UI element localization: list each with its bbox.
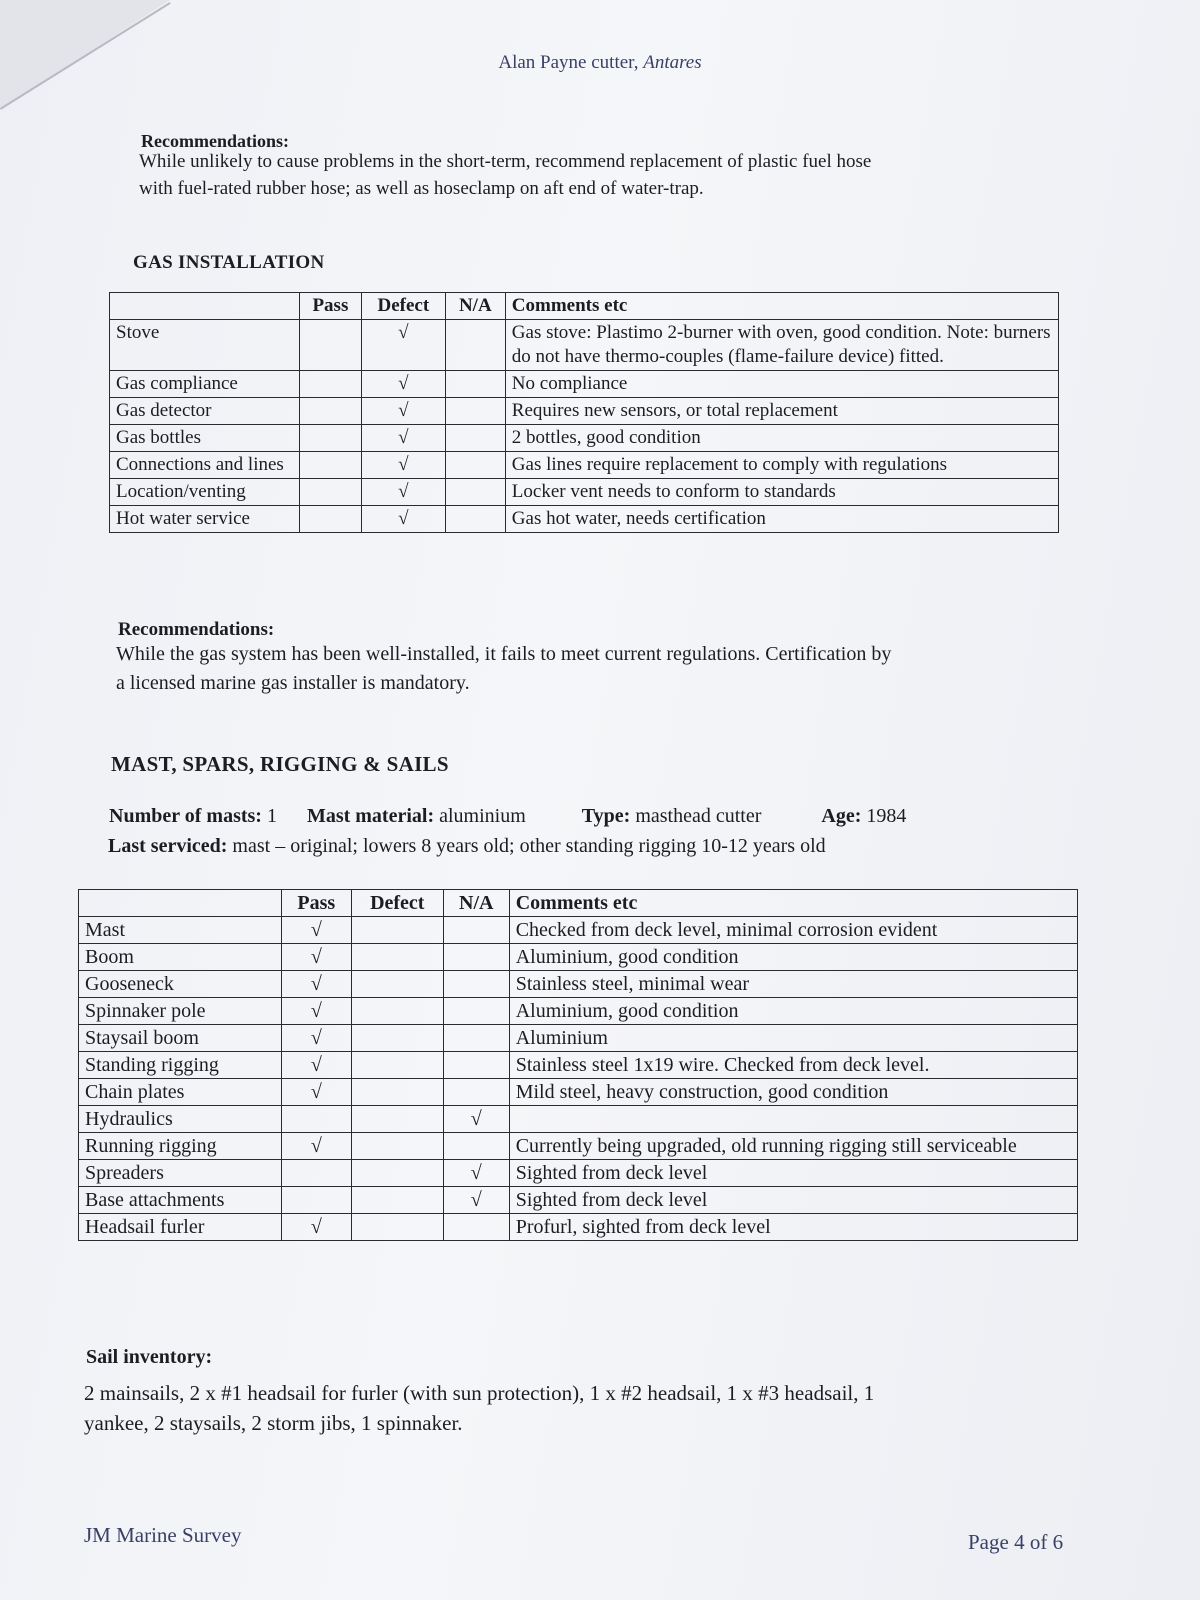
gas-col-item — [110, 293, 300, 320]
row-comment: Aluminium — [509, 1025, 1077, 1052]
table-row — [79, 917, 1078, 944]
row-comment: No compliance — [505, 371, 1058, 398]
row-item: Mast — [79, 917, 282, 944]
row-defect-mark: √ — [361, 425, 445, 452]
row-pass-mark: √ — [281, 944, 351, 971]
recommendations-title-2: Recommendations: — [118, 619, 275, 640]
row-na-mark — [443, 1133, 509, 1160]
mast-material-value: aluminium — [439, 805, 526, 827]
row-pass-mark — [281, 1106, 351, 1133]
mast-col-defect: Defect — [351, 890, 443, 917]
row-na-mark — [445, 479, 505, 506]
gas-table — [109, 292, 1059, 533]
row-pass-mark — [299, 452, 361, 479]
row-pass-mark — [299, 398, 361, 425]
header-text: Alan Payne cutter, — [498, 52, 639, 73]
row-item: Gas bottles — [110, 425, 300, 452]
row-item: Base attachments — [79, 1187, 282, 1214]
recommendations-1-line-1: While unlikely to cause problems in the short-term, recommend replacement of plastic fuel hose — [139, 151, 872, 172]
gas-col-pass: Pass — [299, 293, 361, 320]
row-item: Connections and lines — [110, 452, 300, 479]
recommendations-text-1 — [139, 148, 871, 202]
sail-inventory-line-2: yankee, 2 staysails, 2 storm jibs, 1 spinnaker. — [84, 1411, 463, 1435]
table-row — [110, 479, 1059, 506]
row-na-mark — [443, 971, 509, 998]
mast-col-na: N/A — [443, 890, 509, 917]
row-item: Spreaders — [79, 1160, 282, 1187]
mast-age-value: 1984 — [866, 805, 907, 827]
mast-age-label: Age: — [821, 805, 862, 827]
row-defect-mark — [351, 1133, 443, 1160]
mast-type-value: masthead cutter — [635, 805, 762, 827]
row-na-mark — [445, 425, 505, 452]
row-comment: Checked from deck level, minimal corrosion evident — [509, 917, 1077, 944]
row-comment — [509, 1106, 1077, 1133]
row-defect-mark — [351, 998, 443, 1025]
row-defect-mark: √ — [361, 398, 445, 425]
row-na-mark — [443, 1079, 509, 1106]
table-row — [110, 371, 1059, 398]
row-comment: Sighted from deck level — [509, 1187, 1077, 1214]
row-defect-mark — [351, 1214, 443, 1241]
row-pass-mark — [299, 479, 361, 506]
mast-type-label: Type: — [581, 805, 631, 827]
row-item: Staysail boom — [79, 1025, 282, 1052]
row-item: Chain plates — [79, 1079, 282, 1106]
gas-col-na: N/A — [445, 293, 505, 320]
row-na-mark: √ — [443, 1106, 509, 1133]
row-item: Gooseneck — [79, 971, 282, 998]
row-item: Stove — [110, 320, 300, 371]
mast-col-comments: Comments etc — [509, 890, 1077, 917]
row-comment: Profurl, sighted from deck level — [509, 1214, 1077, 1241]
boat-name: Antares — [643, 52, 702, 73]
sail-inventory-text — [84, 1378, 874, 1438]
row-comment: Locker vent needs to conform to standards — [505, 479, 1058, 506]
row-pass-mark: √ — [281, 1025, 351, 1052]
row-comment: Aluminium, good condition — [509, 998, 1077, 1025]
row-defect-mark — [351, 1106, 443, 1133]
row-comment: 2 bottles, good condition — [505, 425, 1058, 452]
row-defect-mark — [351, 1160, 443, 1187]
last-serviced-label: Last serviced: — [108, 835, 228, 857]
gas-col-comments: Comments etc — [505, 293, 1058, 320]
row-defect-mark: √ — [361, 452, 445, 479]
row-item: Headsail furler — [79, 1214, 282, 1241]
row-na-mark — [443, 1214, 509, 1241]
row-defect-mark — [351, 1052, 443, 1079]
row-na-mark — [445, 371, 505, 398]
row-pass-mark — [281, 1160, 351, 1187]
gas-section-title: GAS INSTALLATION — [133, 252, 325, 273]
row-pass-mark: √ — [281, 1214, 351, 1241]
row-item: Hydraulics — [79, 1106, 282, 1133]
table-row — [79, 1079, 1078, 1106]
row-item: Running rigging — [79, 1133, 282, 1160]
row-item: Location/venting — [110, 479, 300, 506]
table-row — [79, 998, 1078, 1025]
row-na-mark — [443, 1025, 509, 1052]
row-na-mark — [445, 320, 505, 371]
row-defect-mark — [351, 971, 443, 998]
table-row — [79, 1025, 1078, 1052]
table-row — [110, 398, 1059, 425]
table-row — [110, 425, 1059, 452]
table-row — [79, 971, 1078, 998]
footer-page-number: Page 4 of 6 — [968, 1530, 1064, 1554]
row-na-mark — [443, 1052, 509, 1079]
row-defect-mark — [351, 1025, 443, 1052]
mast-section-title: MAST, SPARS, RIGGING & SAILS — [111, 752, 449, 776]
row-pass-mark — [299, 371, 361, 398]
last-serviced-value: mast – original; lowers 8 years old; other standing rigging 10-12 years old — [232, 835, 826, 857]
row-comment: Sighted from deck level — [509, 1160, 1077, 1187]
row-item: Gas compliance — [110, 371, 300, 398]
row-pass-mark: √ — [281, 1133, 351, 1160]
row-defect-mark — [351, 1079, 443, 1106]
row-pass-mark — [299, 320, 361, 371]
row-comment: Stainless steel 1x19 wire. Checked from deck level. — [509, 1052, 1077, 1079]
table-row — [79, 1160, 1078, 1187]
row-comment: Currently being upgraded, old running rigging still serviceable — [509, 1133, 1077, 1160]
row-item: Gas detector — [110, 398, 300, 425]
gas-col-defect: Defect — [361, 293, 445, 320]
row-comment: Mild steel, heavy construction, good condition — [509, 1079, 1077, 1106]
row-na-mark — [445, 452, 505, 479]
mast-info-line-1 — [109, 805, 906, 828]
sail-inventory-line-1: 2 mainsails, 2 x #1 headsail for furler (with sun protection), 1 x #2 headsail, 1 x #3 headsail, 1 — [84, 1381, 875, 1405]
recommendations-text-2 — [116, 640, 891, 698]
recommendations-2-line-2: a licensed marine gas installer is mandatory. — [116, 672, 470, 694]
row-item: Standing rigging — [79, 1052, 282, 1079]
row-defect-mark — [351, 1187, 443, 1214]
table-row — [79, 944, 1078, 971]
row-comment: Gas stove: Plastimo 2-burner with oven, good condition. Note: burners do not have thermo-couples (flame-failure device) fitted. — [505, 320, 1058, 371]
row-na-mark — [445, 398, 505, 425]
row-na-mark — [443, 917, 509, 944]
row-defect-mark — [351, 917, 443, 944]
mast-table-header — [79, 890, 1078, 917]
recommendations-1-line-2: with fuel-rated rubber hose; as well as hoseclamp on aft end of water-trap. — [139, 178, 704, 199]
table-row — [79, 1214, 1078, 1241]
footer-company: JM Marine Survey — [84, 1523, 242, 1547]
row-item: Spinnaker pole — [79, 998, 282, 1025]
row-item: Hot water service — [110, 506, 300, 533]
table-row — [79, 1052, 1078, 1079]
num-masts-value: 1 — [266, 805, 277, 827]
row-comment: Gas lines require replacement to comply with regulations — [505, 452, 1058, 479]
recommendations-2-line-1: While the gas system has been well-installed, it fails to meet current regulations. Certification by — [116, 643, 892, 665]
table-row — [110, 452, 1059, 479]
row-pass-mark: √ — [281, 971, 351, 998]
row-comment: Gas hot water, needs certification — [505, 506, 1058, 533]
row-na-mark — [445, 506, 505, 533]
table-row — [79, 1106, 1078, 1133]
mast-col-item — [79, 890, 282, 917]
row-comment: Stainless steel, minimal wear — [509, 971, 1077, 998]
row-defect-mark: √ — [361, 506, 445, 533]
row-pass-mark — [299, 425, 361, 452]
row-defect-mark: √ — [361, 371, 445, 398]
row-pass-mark: √ — [281, 917, 351, 944]
row-item: Boom — [79, 944, 282, 971]
gas-table-header — [110, 293, 1059, 320]
table-row — [79, 1133, 1078, 1160]
row-comment: Requires new sensors, or total replacement — [505, 398, 1058, 425]
mast-col-pass: Pass — [281, 890, 351, 917]
row-defect-mark: √ — [361, 479, 445, 506]
row-na-mark: √ — [443, 1187, 509, 1214]
row-defect-mark: √ — [361, 320, 445, 371]
table-row — [110, 506, 1059, 533]
table-row — [79, 1187, 1078, 1214]
row-na-mark — [443, 944, 509, 971]
row-pass-mark — [299, 506, 361, 533]
row-na-mark: √ — [443, 1160, 509, 1187]
mast-info-line-2 — [108, 835, 826, 858]
row-pass-mark: √ — [281, 1052, 351, 1079]
sail-inventory-title: Sail inventory: — [86, 1346, 213, 1368]
table-row — [110, 320, 1059, 371]
num-masts-label: Number of masts: — [109, 805, 262, 827]
mast-material-label: Mast material: — [306, 805, 435, 827]
row-comment: Aluminium, good condition — [509, 944, 1077, 971]
row-pass-mark: √ — [281, 998, 351, 1025]
recommendations-title-1: Recommendations: — [141, 131, 289, 151]
row-na-mark — [443, 998, 509, 1025]
row-pass-mark — [281, 1187, 351, 1214]
row-defect-mark — [351, 944, 443, 971]
row-pass-mark: √ — [281, 1079, 351, 1106]
mast-table — [78, 889, 1078, 1241]
